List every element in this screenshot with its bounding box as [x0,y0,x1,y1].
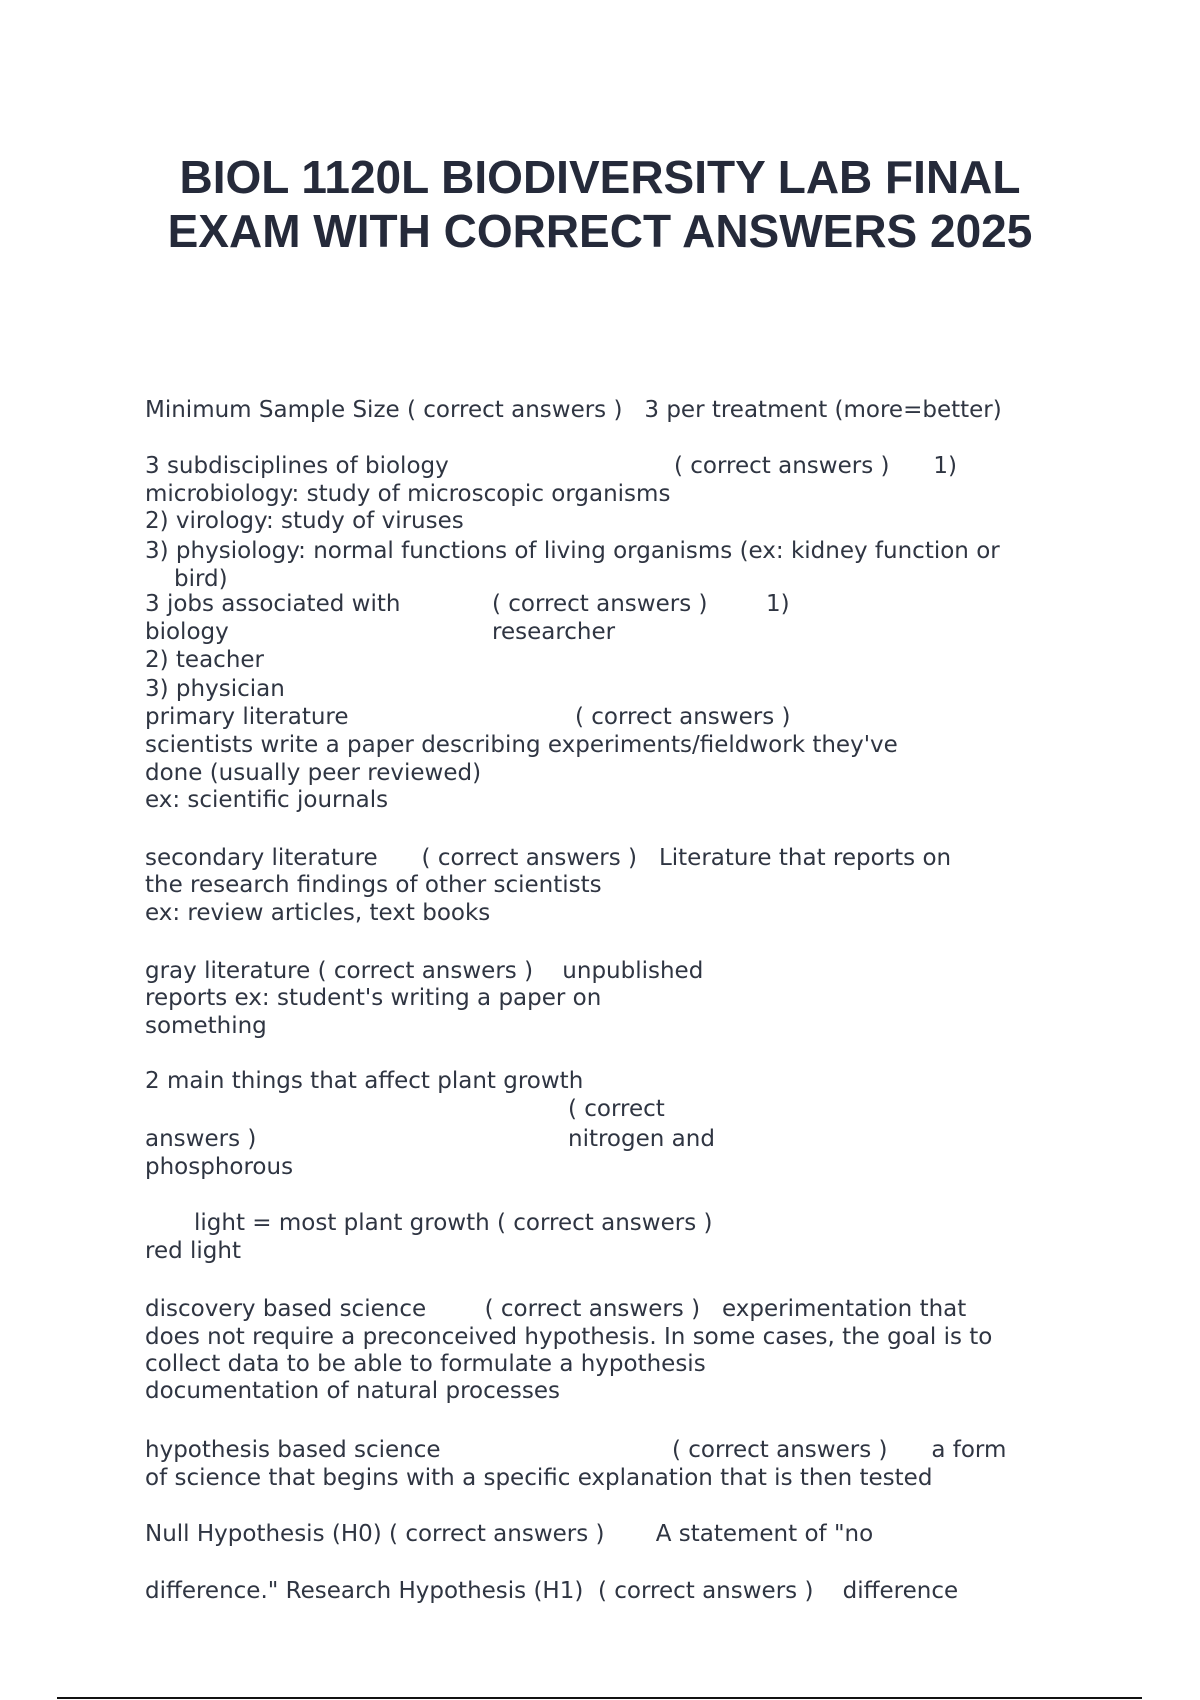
text-line: bird) [174,566,228,592]
text-line: ex: scientific journals [145,787,389,813]
text-line: done (usually peer reviewed) [145,760,482,786]
text-line: ( correct answers ) [575,704,791,730]
text-line: hypothesis based science [145,1437,441,1463]
footer-divider [57,1697,1142,1699]
text-line: 3) physiology: normal functions of living organisms (ex: kidney function or [145,538,1000,564]
title-line-2: EXAM WITH CORRECT ANSWERS 2025 [167,205,1033,257]
text-line: ( correct answers ) 1) [674,453,957,479]
text-line: red light [145,1238,241,1264]
text-line: researcher [492,619,616,645]
text-line: primary literature [145,704,349,730]
text-line: biology [145,619,229,645]
text-line: scientists write a paper describing experiments/fieldwork they've [145,732,898,758]
text-line: 3 subdisciplines of biology [145,453,449,479]
text-line: difference." Research Hypothesis (H1) ( correct answers ) difference [145,1578,959,1604]
text-line: gray literature ( correct answers ) unpublished [145,958,704,984]
text-line: secondary literature ( correct answers ) Literature that reports on [145,845,952,871]
text-line: microbiology: study of microscopic organisms [145,481,671,507]
text-line: 2) virology: study of viruses [145,508,464,534]
text-line: ( correct answers ) 1) [492,591,790,617]
text-line: reports ex: student's writing a paper on [145,985,602,1011]
text-line: of science that begins with a specific explanation that is then tested [145,1465,933,1491]
text-line: discovery based science ( correct answers ) experimentation that [145,1296,967,1322]
text-line: Minimum Sample Size ( correct answers ) 3 per treatment (more=better) [145,397,1002,423]
text-line: 3 jobs associated with [145,591,401,617]
text-line: 2) teacher [145,647,265,673]
text-line: documentation of natural processes [145,1378,561,1404]
text-line: phosphorous [145,1154,294,1180]
text-line: light = most plant growth ( correct answers ) [194,1210,713,1236]
text-line: collect data to be able to formulate a hypothesis [145,1351,706,1377]
text-line: ex: review articles, text books [145,900,491,926]
text-line: something [145,1013,267,1039]
text-line: ( correct [568,1096,665,1122]
text-line: ( correct answers ) a form [672,1437,1007,1463]
text-line: 3) physician [145,676,285,702]
text-line: Null Hypothesis (H0) ( correct answers ) A statement of "no [145,1521,874,1547]
title-line-1: BIOL 1120L BIODIVERSITY LAB FINAL [179,151,1021,203]
text-line: 2 main things that affect plant growth [145,1068,584,1094]
text-line: the research findings of other scientists [145,872,602,898]
text-line: nitrogen and [568,1126,715,1152]
page-title [100,150,1100,258]
text-line: does not require a preconceived hypothesis. In some cases, the goal is to [145,1324,993,1350]
text-line: answers ) [145,1126,257,1152]
